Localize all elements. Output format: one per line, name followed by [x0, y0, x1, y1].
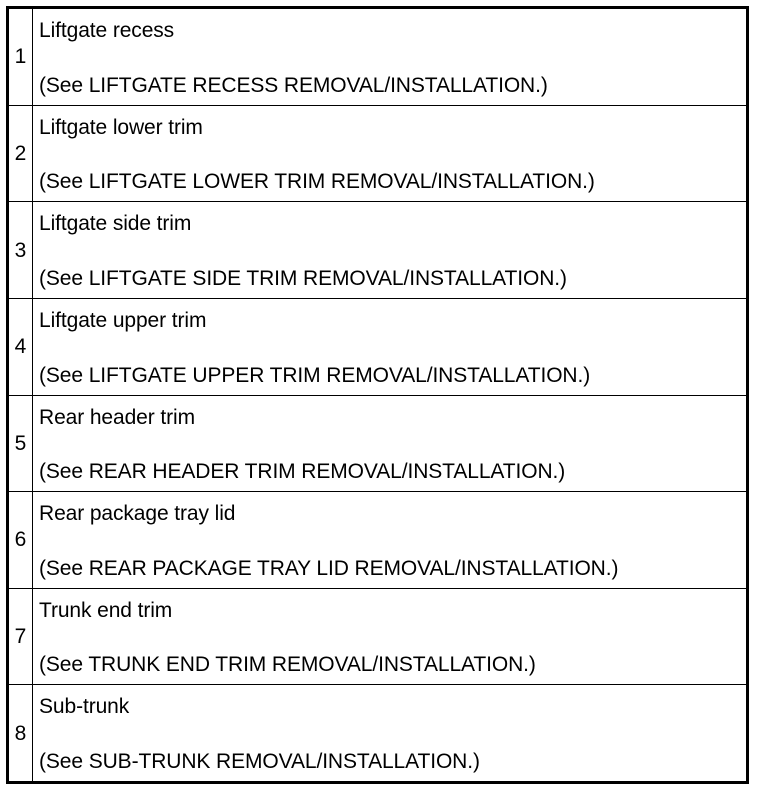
step-reference-link[interactable]: (See REAR PACKAGE TRAY LID REMOVAL/INSTALLATION.)	[39, 556, 619, 580]
table-row	[9, 201, 746, 298]
step-title: Trunk end trim	[39, 598, 173, 622]
table-row	[9, 491, 746, 588]
step-reference-link[interactable]: (See SUB-TRUNK REMOVAL/INSTALLATION.)	[39, 750, 480, 773]
step-content	[33, 396, 746, 492]
step-reference-link[interactable]: (See LIFTGATE SIDE TRIM REMOVAL/INSTALLATION.)	[39, 266, 567, 290]
step-content	[33, 106, 746, 202]
step-title: Liftgate lower trim	[39, 115, 203, 139]
step-number: 3	[9, 202, 33, 298]
step-reference-link[interactable]: (See REAR HEADER TRIM REMOVAL/INSTALLATION.)	[39, 460, 566, 484]
step-number: 4	[9, 299, 33, 395]
table-row	[9, 105, 746, 202]
step-reference-link[interactable]: (See LIFTGATE UPPER TRIM REMOVAL/INSTALLATION.)	[39, 363, 591, 387]
step-number: 1	[9, 9, 33, 105]
step-number: 7	[9, 589, 33, 685]
step-content	[33, 492, 746, 588]
step-number: 6	[9, 492, 33, 588]
step-reference-link[interactable]: (See TRUNK END TRIM REMOVAL/INSTALLATION.)	[39, 653, 536, 677]
step-reference-link[interactable]: (See LIFTGATE RECESS REMOVAL/INSTALLATION.)	[39, 73, 548, 97]
step-content	[33, 202, 746, 298]
step-number: 2	[9, 106, 33, 202]
step-content	[33, 9, 746, 105]
step-title: Liftgate upper trim	[39, 308, 207, 332]
table-row	[9, 9, 746, 105]
step-number: 8	[9, 685, 33, 781]
step-content	[33, 589, 746, 685]
step-title: Liftgate recess	[39, 19, 175, 42]
step-title: Sub-trunk	[39, 695, 130, 719]
step-content	[33, 685, 746, 781]
procedure-table	[6, 6, 749, 784]
table-row	[9, 588, 746, 685]
step-content	[33, 299, 746, 395]
table-row	[9, 298, 746, 395]
table-row	[9, 395, 746, 492]
table-row	[9, 684, 746, 781]
step-title: Rear package tray lid	[39, 502, 236, 526]
step-title: Rear header trim	[39, 405, 195, 429]
step-title: Liftgate side trim	[39, 212, 192, 236]
step-number: 5	[9, 396, 33, 492]
step-reference-link[interactable]: (See LIFTGATE LOWER TRIM REMOVAL/INSTALLATION.)	[39, 170, 595, 194]
